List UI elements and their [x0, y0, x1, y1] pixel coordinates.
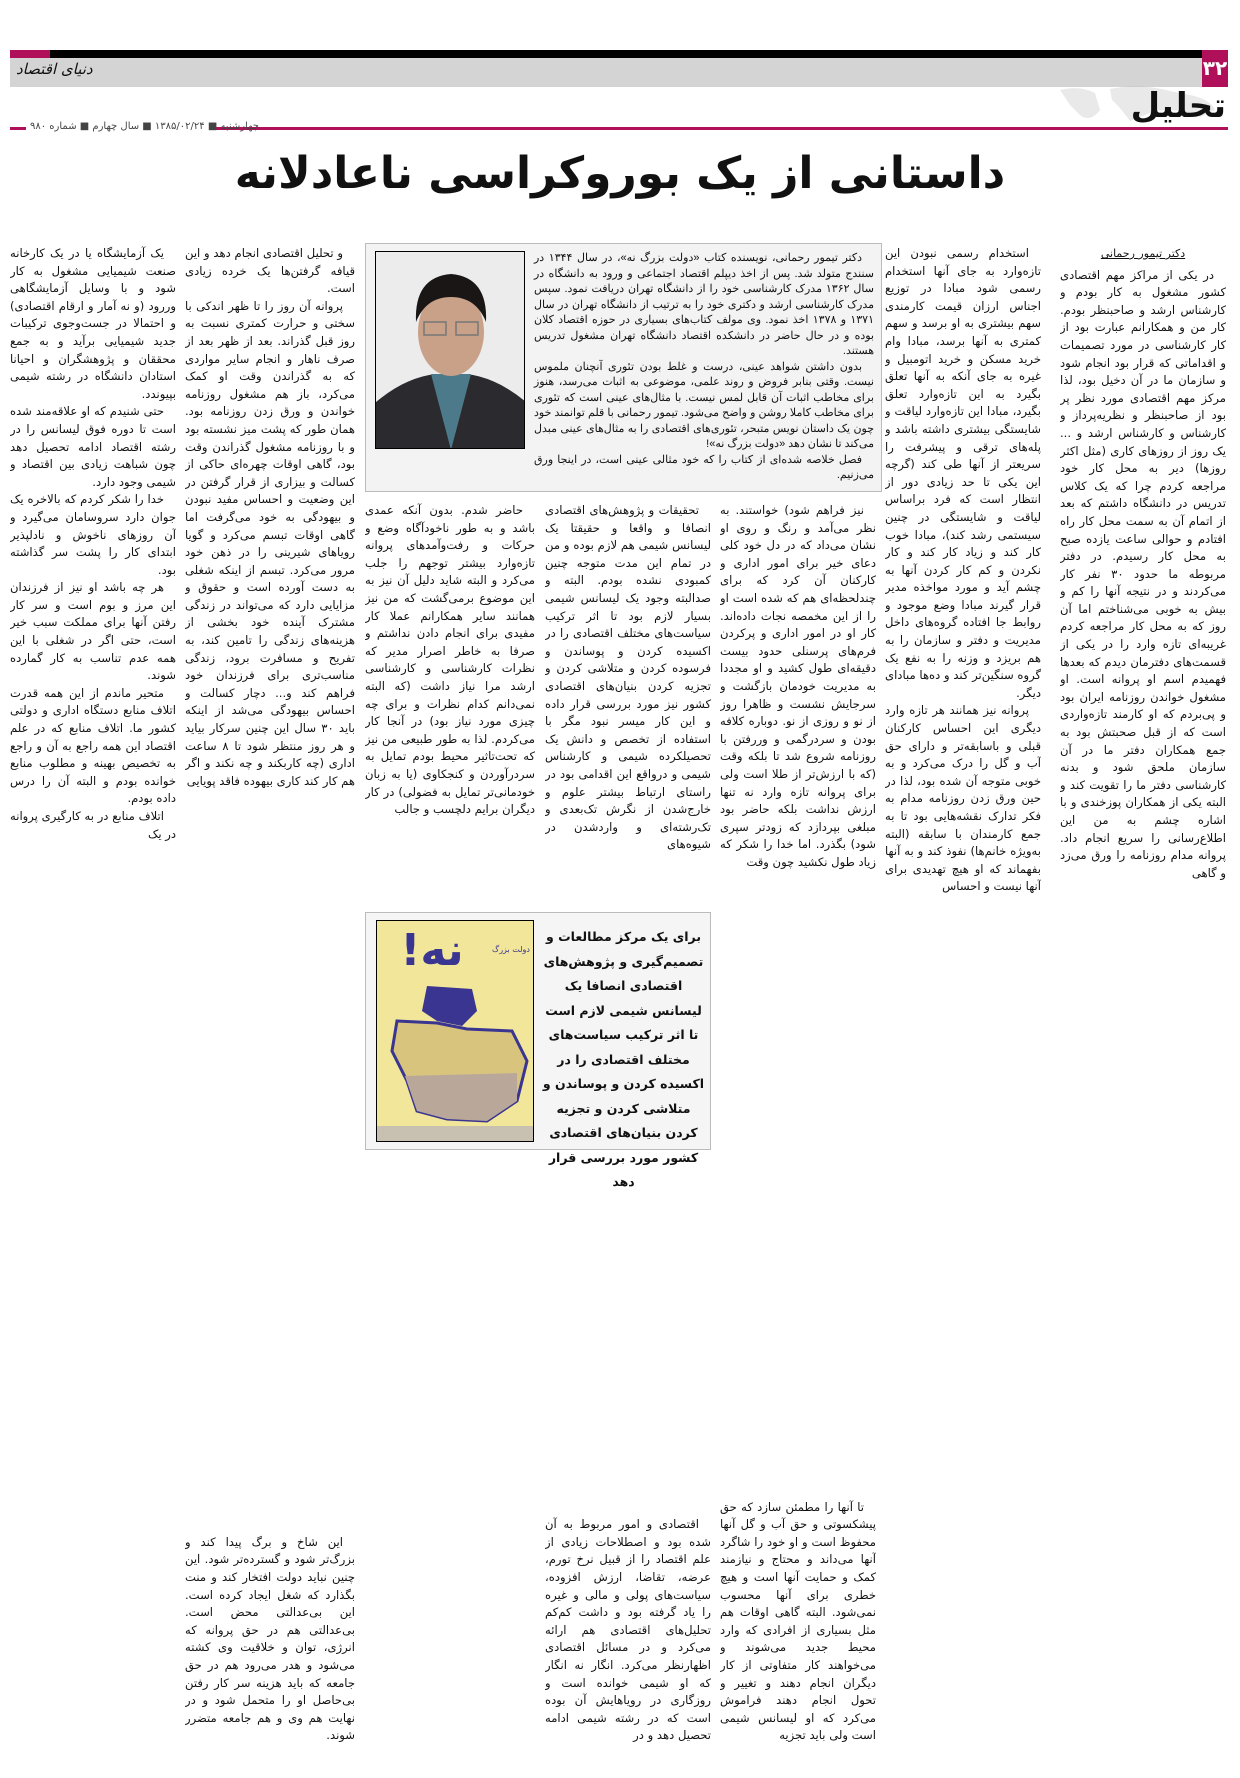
article-column-5-continued — [365, 1160, 535, 1745]
book-cover-image — [376, 920, 534, 1142]
cover-subtitle: دولت بزرگ — [492, 945, 530, 954]
header-bar — [10, 50, 1202, 58]
paragraph: استخدام رسمی نبودن این تازه‌وارد به جای آنها استخدام رسمی شود مبادا در توزیع اجناس ارزان قیمت کارمندی سهم بیشتری به او برسد و سهم کمتری به آنها برسد، مبادا وام خرید مسکن و خرید اتومبیل و غیره به جای آنکه به آنها تعلق بگیرد به این تازه‌وارد تعلق بگیرد، مبادا این تازه‌وارد لیاقت و شایستگی بیشتری داشته باشد و پله‌های ترقی و پیشرفت را سریعتر از آنها طی کند (گرچه این یکی تا حد زیادی دور از انتظار است که فرد براساس لیاقت و شایستگی در چنین سیستمی رشد کند)، مبادا خوب کار کند و زیاد کار کند و کار نکردن و کم کار کردن آنها به چشم آید و مورد مواخذه مدیر قرار گیرند مبادا وضع موجود و روابط جا افتاده گروه‌های داخل مدیریت و دفتر و سازمان را به هم بریزد و وزنه را به نفع یک گروه سنگین‌تر کند و ده‌ها مبادای دیگر. — [885, 246, 1041, 700]
bio-paragraph: دکتر تیمور رحمانی، نویسنده کتاب «دولت بزرگ نه»، در سال ۱۳۴۴ در سنندج متولد شد. پس از اخذ دیپلم اقتصاد اجتماعی و ورود به دانشگاه در سال ۱۳۶۲ مدرک کارشناسی خود را از دانشگاه تهران دریافت نمود. سپس مدرک کارشناسی ارشد و دکتری خود را به ترتیب از دانشگاه تهران در سال ۱۳۷۱ و ۱۳۷۸ اخذ نمود. وی مولف کتاب‌های بسیاری در حوزه اقتصاد کلان بوده و در حال حاضر در دانشکده اقتصاد دانشگاه تهران مشغول تدریس هستند. — [534, 252, 874, 357]
iran-map-illustration — [377, 981, 534, 1142]
article-column-3 — [720, 502, 876, 1745]
pull-quote-box — [365, 912, 711, 1189]
dateline: چهارشنبه ■ ۱۳۸۵/۰۲/۲۴ ■ سال چهارم ■ شماره ۹۸۰ — [30, 121, 259, 132]
article-column-2 — [885, 245, 1041, 1745]
paragraph: تا آنها را مطمئن سازد که حق پیشکسوتی و حق آب و گل آنها محفوظ است و او خود را شاگرد آنها می‌داند و محتاج و نیازمند کمک و حمایت آنها است و هیچ خطری برای آنها محسوب نمی‌شود. البته گاهی اوقات هم مثل بسیاری از افرادی که وارد محیط جدید می‌شوند و می‌خواهند کار متفاوتی از کار دیگران انجام دهند و تغییر و تحول انجام دهند فراموش می‌کرد که او لیسانس شیمی است ولی باید تجزیه — [720, 1499, 876, 1743]
paragraph: تحقیقات و پژوهش‌های اقتصادی انصافا و واقعا و حقیقتا یک لیسانس شیمی هم لازم بوده و من در تمام این مدت متوجه چنین کمبودی نشده بودم. البته و صدالبته وجود یک لیسانس شیمی بسیار لازم بود تا اثر ترکیب سیاست‌های مختلف اقتصادی را در اکسیده کردن و پوساندن و فرسوده کردن و متلاشی کردن و تجزیه کردن بنیان‌های اقتصادی کشور نیز مورد بررسی قرار داده و این کار میسر نبود مگر با استفاده از تخصص و دانش یک تحصیلکرده شیمی و کارشناس شیمی و درواقع این اقدامی بود در راستای ارتباط بیشتر علوم و خارج‌شدن از نگرش تک‌بعدی و تک‌رشته‌ای و واردشدن در شیوه‌های — [545, 503, 711, 852]
author-photo — [375, 251, 525, 449]
author-bio-box — [365, 243, 882, 492]
paragraph: حاضر شدم. بدون آنکه عمدی باشد و به طور ناخودآگاه وضع و حرکات و رفت‌وآمدهای پروانه تازه‌وارد بیشتر توجهم را جلب می‌کرد و البته شاید دلیل آن نیز به این موضوع برمی‌گشت که من نیز همانند سایر همکارانم عملا کار مفیدی برای انجام دادن نداشتم و صرفا به خاطر اصرار مدیر که نظرات کارشناسی و کارشناسی ارشد مرا نیاز داشت (که البته نمی‌دانم کدام نظرات و برای چه چیزی مورد نیاز بود) در آنجا کار می‌کردم. لذا به طور طبیعی من نیز که تحت‌تاثیر محیط بودم تمایل به سردرآوردن و کنجکاوی (یا به زبان خودمانی‌تر تمایل به فضولی) در کار دیگران برایم دلچسب و جالب — [365, 503, 535, 817]
divider — [215, 127, 1228, 130]
paragraph: خدا را شکر کردم که بالاخره یک جوان دارد سروسامان می‌گیرد و آن روزهای ناخوش و نادلپذیر ابتدای کار را پشت سر گذاشته بود. — [10, 492, 176, 577]
article-column-5 — [365, 502, 535, 905]
paragraph: حتی شنیدم که او علاقه‌مند شده است تا دوره فوق لیسانس را در رشته اقتصاد ادامه تحصیل دهد چون شباهت زیادی بین اقتصاد و شیمی وجود دارد. — [10, 404, 176, 489]
paragraph: پروانه آن روز را تا ظهر اندکی با سختی و حرارت کمتری نسبت به روز قبل گذراند. بعد از ظهر بعد از صرف ناهار و انجام سایر مواردی که به گذراندن وقت او کمک می‌کرد، باز هم مشغول روزنامه خواندن و ورق زدن روزنامه بود. همان طور که پشت میز نشسته بود و با روزنامه مشغول گذراندن وقت بود، گاهی اوقات چهره‌ای حاکی از کسالت و بیزاری از قرار گرفتن در این وضعیت و احساس مفید نبودن و بیهودگی به خود می‌گرفت اما گاهی اوقات تبسم می‌کرد و گویا رویاهای شیرینی را در ذهن خود مرور می‌کرد. تبسم از اینکه شغلی به دست آورده است و حقوق و مزایایی دارد که می‌تواند در زندگی مشترک آینده خود بخشی از هزینه‌های زندگی را تامین کند، به تفریح و مسافرت برود، زندگی مناسب‌تری برای فرزندان خود فراهم کند و... دچار کسالت و احساس بیهودگی می‌شد از اینکه باید ۳۰ سال این چنین سرکار بیاید و هر روز منتظر شود تا ۸ ساعت اداری (چه کاربکند و چه نکند و اگر هم کار کند کاری بیهوده فاقد پویایی — [185, 298, 355, 788]
accent-strip — [10, 50, 50, 58]
divider — [10, 127, 26, 130]
section-label: تحلیل — [1130, 86, 1226, 126]
paragraph: در یکی از مراکز مهم اقتصادی کشور مشغول به کار بودم و کارشناس ارشد و صاحبنظر بودم. کار من و همکارانم عبارت بود از کار کارشناسی در مورد تصمیمات و اقداماتی که قرار بود انجام شود و سازمان ما در آن دخیل بود، لذا مرکز مهم اقتصادی مورد نظر پر بود از صاحبنظر و نظریه‌پرداز و کارشناس و کارشناس ارشد و ... یک روز از روزهای کاری (مثل اکثر روزها) دیر به محل کار خود مراجعه کردم چرا که یک کلاس تدریس در دانشگاه داشتم که بعد از اتمام آن به سمت محل کار راه افتادم و حوالی ساعت یازده صبح به محل کار رسیدم. در دفتر مربوطه ما حدود ۳۰ نفر کار می‌کردند و در نتیجه آنها را کم و بیش به خوبی می‌شناختم اما آن روز که به محل کار مراجعه کردم غریبه‌ای تازه وارد را در یکی از قسمت‌های دفترمان دیدم که بعدها فهمیدم اسم او پروانه است. او مشغول خواندن روزنامه ایران بود و پی‌بردم که او کارمند تازه‌واردی است که از قبل صحبتش بود به جمع همکاران دفتر ما در آن سازمان ملحق شود و بدنه کارشناسی دفتر ما را تقویت کند و البته یکی از همکاران پوزخندی و با اشاره چشم به من این اطلاع‌رسانی را سریع انجام داد. پروانه مدام روزنامه را ورق می‌زد و گاهی — [1060, 267, 1226, 880]
article-column-1 — [1060, 245, 1226, 1745]
article-title: داستانی از یک بوروکراسی ناعادلانه — [234, 148, 1006, 199]
paragraph: اتلاف منابع در به کارگیری پروانه در یک — [10, 809, 176, 841]
author-byline: دکتر تیمور رحمانی — [1100, 247, 1186, 260]
paragraph: این شاخ و برگ پیدا کند و بزرگ‌تر شود و گسترده‌تر شود. این چنین نباید دولت افتخار کند و منت بگذارد که شغل ایجاد کرده است. این بی‌عدالتی محض است. بی‌عدالتی هم در حق پروانه که انرژی، توان و خلاقیت وی کشته می‌شود و هدر می‌رود هم در حق جامعه که باید هزینه سر کار رفتن بی‌حاصل او را متحمل شود و در نهایت هم وی و هم جامعه متضرر شوند. — [185, 1534, 355, 1743]
paragraph: پروانه نیز همانند هر تازه وارد دیگری این احساس کارکنان قبلی و باسابقه‌تر و دارای حق آب و گل را درک می‌کرد و به خوبی متوجه آن شده بود، لذا در حین ورق زدن روزنامه مدام به فکر تدارک نقشه‌هایی بود تا به جمع کارمندان با سابقه (البته به‌ویژه خانم‌ها) نفوذ کند و به آنها بفهماند که او هیچ تهدیدی برای آنها نیست و احساس — [885, 703, 1041, 894]
bio-paragraph: بدون داشتن شواهد عینی، درست و غلط بودن تئوری آنچنان ملموس نیست. وقتی بنابر فروض و روند علمی، موضوعی به اثبات می‌رسد، هنوز برای مخاطب اثبات آن قابل لمس نیست. با مثال‌های عینی است که تئوری برای مخاطب کاملا روشن و واضح می‌شود. تیمور رحمانی با قلم توانمند خود چون یک داستان نویس متبحر، تئوری‌های اقتصادی را به مثال‌های عینی مبدل می‌کند تا نشان دهد «دولت بزرگ نه»! — [534, 360, 874, 450]
cover-title: نه! — [400, 925, 464, 976]
pull-quote: برای یک مرکز مطالعات و تصمیم‌گیری و پژوهش‌های اقتصادی انصافا یک لیسانس شیمی لازم است تا اثر ترکیب سیاست‌های مختلف اقتصادی را در اکسیده کردن و پوساندن و متلاشی کردن و تجزیه کردن بنیان‌های اقتصادی کشور مورد بررسی قرار دهد — [542, 929, 705, 1189]
paragraph: نیز فراهم شود) خواستند. به نظر می‌آمد و رنگ و روی او نشان می‌داد که در دل خود کلی دعای خیر برای امور اداری و کارکنان آن کرد که برای چندلحظه‌ای هم که شده است او را از این مخمصه نجات داده‌اند. کار او در امور اداری و پرکردن فرم‌های پرسنلی حدود بیست دقیقه‌ای طول کشید و او مجددا به مدیریت خودمان بازگشت و سرجایش نشست و ظاهرا روز از نو و روزی از نو. دوباره کلافه بودن و سردرگمی و وررفتن با روزنامه شروع شد تا بلکه وقت (که با ارزش‌تر از طلا است ولی برای پروانه تازه وارد نه تنها ارزش نداشت بلکه حاضر بود مبلغی بپردازد که زودتر سپری شود) بگذرد. اما خدا را شکر که زیاد طول نکشید چون وقت — [720, 503, 876, 869]
paragraph: متحیر ماندم از این همه قدرت اتلاف منابع دستگاه اداری و دولتی کشور ما. اتلاف منابع که در علم اقتصاد این همه راجع به آن و راجع به تخصیص بهینه و مطلوب منابع خوانده بودم و البته آن را درس داده بودم. — [10, 685, 176, 806]
header-band — [10, 58, 1202, 87]
paragraph: اقتصادی و امور مربوط به آن شده بود و اصطلاحات زیادی از علم اقتصاد را از قبیل نرخ تورم، عرضه، تقاضا، ارزش افزوده، سیاست‌های پولی و مالی و غیره را یاد گرفته بود و داشت کم‌کم تحلیل‌های اقتصادی هم ارائه می‌کرد و در مسائل اقتصادی اظهارنظر می‌کرد. انگار نه انگار که او شیمی خوانده است و روزگاری در رویاهایش آن بوده است که در رشته شیمی ادامه تحصیل دهد و در — [545, 1517, 711, 1743]
publication-logo: دنیای اقتصاد — [16, 60, 93, 78]
page-number: ۳۲ — [1202, 50, 1228, 87]
article-column-6 — [185, 245, 355, 1745]
paragraph: یک آزمایشگاه یا در یک کارخانه صنعت شیمیایی مشغول به کار شود و با وسایل آزمایشگاهی وررود (و نه آمار و ارقام اقتصادی) و احتمالا در جست‌وجوی ترکیبات جدید شیمیایی برآید و به جمع محققان و پژوهشگران و احیانا استادان دانشگاه در رشته شیمی بپیوندد. — [10, 246, 176, 401]
paragraph: هر چه باشد او نیز از فرزندان این مرز و بوم است و سر کار رفتن آنها برای مملکت سبب خیر است، حتی اگر در شغلی با این همه عدم تناسب به کار گمارده شوند. — [10, 580, 176, 683]
article-column-7 — [10, 245, 176, 1745]
bio-paragraph: فصل خلاصه شده‌ای از کتاب را که خود مثالی عینی است، در اینجا ورق می‌زنیم. — [534, 453, 874, 481]
paragraph: و تحلیل اقتصادی انجام دهد و این قیافه گرفتن‌ها یک خرده زیادی است. — [185, 246, 355, 296]
bio-text — [534, 244, 874, 491]
